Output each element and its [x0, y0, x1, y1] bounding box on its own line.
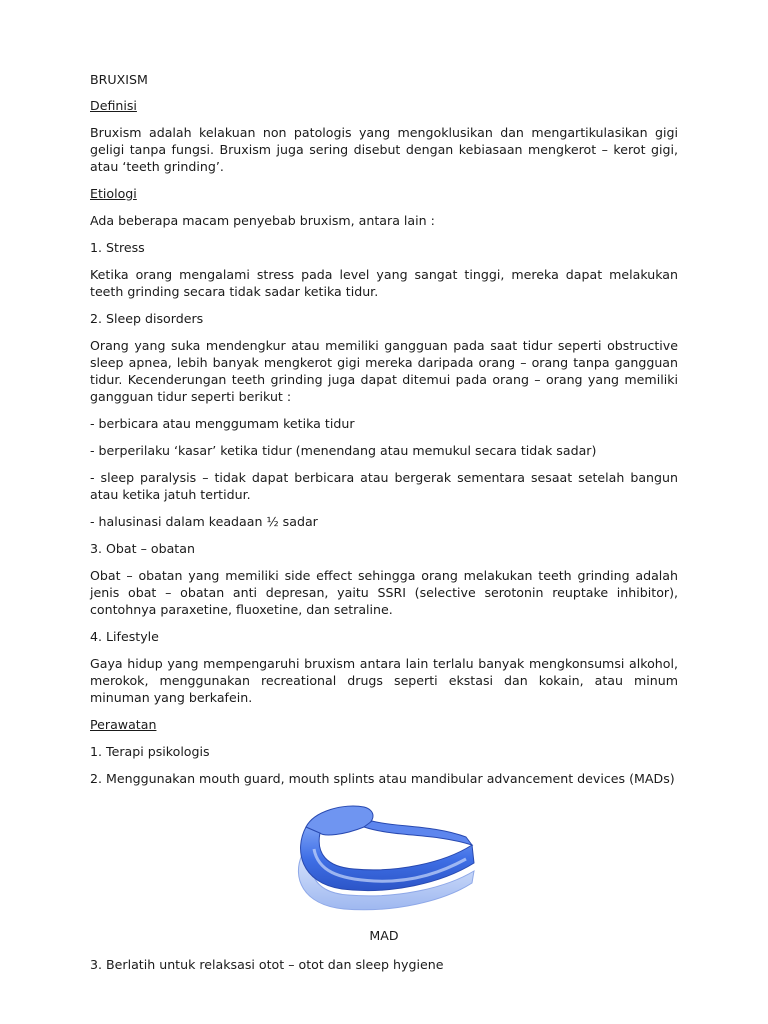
- item-title-stress: 1. Stress: [90, 240, 145, 255]
- bullet-item: - berbicara atau menggumam ketika tidur: [90, 416, 355, 431]
- item-title-sleep-disorders: 2. Sleep disorders: [90, 311, 204, 326]
- perawatan-item: 2. Menggunakan mouth guard, mouth splints atau mandibular advancement devices (MADs): [90, 771, 675, 786]
- mouth-guard-figure: [90, 797, 678, 919]
- item-title-lifestyle: 4. Lifestyle: [90, 629, 159, 644]
- heading-etiologi: Etiologi: [90, 186, 137, 201]
- heading-definisi: Definisi: [90, 98, 137, 113]
- perawatan-item: 1. Terapi psikologis: [90, 744, 210, 759]
- bullet-item: - berperilaku ‘kasar’ ketika tidur (menendang atau memukul secara tidak sadar): [90, 443, 597, 458]
- item-text-lifestyle: Gaya hidup yang mempengaruhi bruxism antara lain terlalu banyak mengkonsumsi alkohol, merokok, menggunakan recreational drugs seperti ekstasi dan kokain, atau minum minuman yang berkafein.: [90, 656, 678, 705]
- bullet-item: - halusinasi dalam keadaan ½ sadar: [90, 514, 318, 529]
- heading-perawatan: Perawatan: [90, 717, 157, 732]
- perawatan-item: 3. Berlatih untuk relaksasi otot – otot dan sleep hygiene: [90, 957, 444, 972]
- item-text-sleep-disorders: Orang yang suka mendengkur atau memiliki gangguan pada saat tidur seperti obstructive sleep apnea, lebih banyak mengkerot gigi mereka daripada orang – orang tanpa gangguan tidur. Kecenderungan teeth grinding juga dapat ditemui pada orang – orang yang memiliki gangguan tidur seperti berikut :: [90, 338, 678, 404]
- mouth-guard-image: [284, 797, 484, 919]
- item-text-obat: Obat – obatan yang memiliki side effect sehingga orang melakukan teeth grinding adalah jenis obat – obatan anti depresan, yaitu SSRI (selective serotonin reuptake inhibitor), contohnya paraxetine, fluoxetine, dan setraline.: [90, 568, 678, 617]
- item-text-stress: Ketika orang mengalami stress pada level yang sangat tinggi, mereka dapat melakukan teeth grinding secara tidak sadar ketika tidur.: [90, 267, 678, 299]
- paragraph-definisi: Bruxism adalah kelakuan non patologis yang mengoklusikan dan mengartikulasikan gigi geligi tanpa fungsi. Bruxism juga sering disebut dengan kebiasaan mengkerot – kerot gigi, atau ‘teeth grinding’.: [90, 125, 678, 174]
- bullet-item: - sleep paralysis – tidak dapat berbicara atau bergerak sementara sesaat setelah bangun atau ketika jatuh tertidur.: [90, 470, 678, 502]
- document-title: BRUXISM: [90, 72, 148, 87]
- paragraph-etiologi-intro: Ada beberapa macam penyebab bruxism, antara lain :: [90, 213, 435, 228]
- item-title-obat: 3. Obat – obatan: [90, 541, 195, 556]
- figure-caption: MAD: [369, 928, 399, 943]
